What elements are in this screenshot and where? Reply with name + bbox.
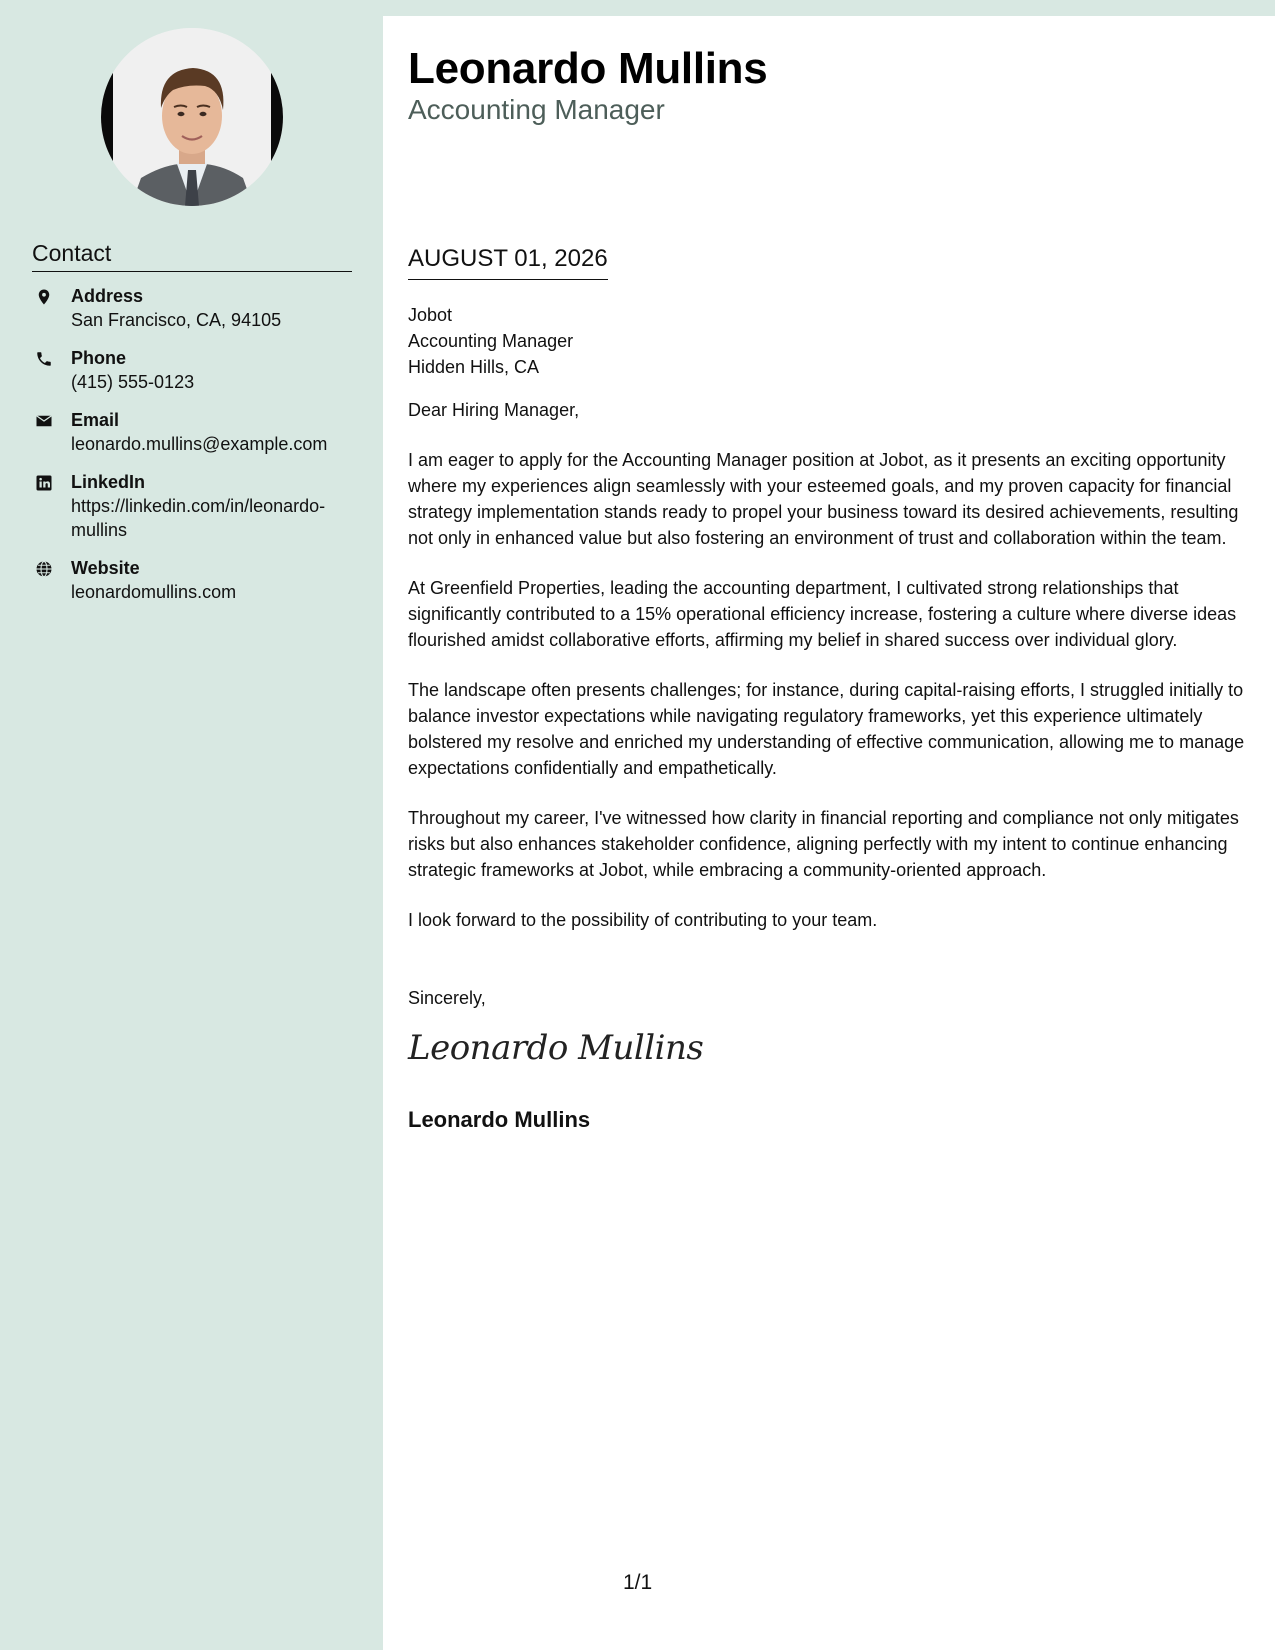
recipient-location: Hidden Hills, CA	[408, 357, 540, 377]
contact-value[interactable]: leonardo.mullins@example.com	[71, 434, 328, 454]
recipient-block	[408, 302, 1253, 380]
paragraph: I look forward to the possibility of contributing to your team.	[408, 910, 878, 930]
paragraph: I am eager to apply for the Accounting Manager position at Jobot, as it presents an exciting opportunity where my experiences align seamlessly with your esteemed goals, and my proven capacity for financial strategy implementation stands ready to propel your business toward its desired achievements, resulting not only in enhanced value but also fostering an environment of trust and collaboration within the team.	[408, 450, 1239, 548]
contact-item-email	[32, 409, 362, 456]
contact-label: Address	[71, 286, 144, 306]
contact-heading: Contact	[32, 240, 352, 272]
globe-icon	[34, 559, 54, 579]
avatar	[101, 28, 283, 206]
map-pin-icon	[34, 287, 54, 307]
closing: Sincerely,	[408, 988, 486, 1008]
contact-item-website	[32, 557, 362, 604]
paragraph: The landscape often presents challenges; for instance, during capital-raising efforts, I struggled initially to balance investor expectations while navigating regulatory frameworks, yet this experience ultimately bolstered my resolve and enriched my understanding of effective communication, allowing me to manage expectations confidentially and empathetically.	[408, 680, 1245, 778]
contact-value: San Francisco, CA, 94105	[71, 310, 282, 330]
linkedin-icon	[34, 473, 54, 493]
letter-date: AUGUST 01, 2026	[408, 245, 608, 280]
contact-value: (415) 555-0123	[71, 372, 195, 392]
job-title: Accounting Manager	[408, 94, 665, 125]
sidebar	[0, 0, 383, 1650]
salutation: Dear Hiring Manager,	[408, 400, 580, 420]
recipient-position: Accounting Manager	[408, 331, 574, 351]
contact-label: LinkedIn	[71, 472, 146, 492]
envelope-icon	[34, 411, 54, 431]
contact-item-linkedin	[32, 471, 362, 542]
signature: Leonardo Mullins	[408, 1028, 704, 1068]
contact-list	[32, 285, 362, 619]
contact-item-phone	[32, 347, 362, 394]
contact-label: Website	[71, 558, 140, 578]
page-number: 1/1	[623, 1571, 653, 1594]
contact-label: Email	[71, 410, 120, 430]
paragraph: Throughout my career, I've witnessed how clarity in financial reporting and compliance not only mitigates risks but also enhances stakeholder confidence, aligning perfectly with my intent to continue enhancing strategic frameworks at Jobot, while embracing a community-oriented approach.	[408, 808, 1239, 880]
paragraph: At Greenfield Properties, leading the accounting department, I cultivated strong relationships that significantly contributed to a 15% operational efficiency increase, fostering a culture where diverse ideas flourished amidst collaborative efforts, affirming my belief in shared success over individual glory.	[408, 578, 1237, 650]
portrait-image	[101, 28, 283, 206]
applicant-name: Leonardo Mullins	[408, 44, 768, 93]
phone-icon	[34, 349, 54, 369]
letter-content	[408, 302, 1253, 1133]
contact-value[interactable]: https://linkedin.com/in/leonardo-mullins	[71, 496, 326, 540]
signed-name: Leonardo Mullins	[408, 1107, 591, 1132]
contact-value[interactable]: leonardomullins.com	[71, 582, 237, 602]
contact-label: Phone	[71, 348, 127, 368]
letter-body	[383, 16, 1275, 1650]
contact-item-address	[32, 285, 362, 332]
recipient-company: Jobot	[408, 305, 453, 325]
